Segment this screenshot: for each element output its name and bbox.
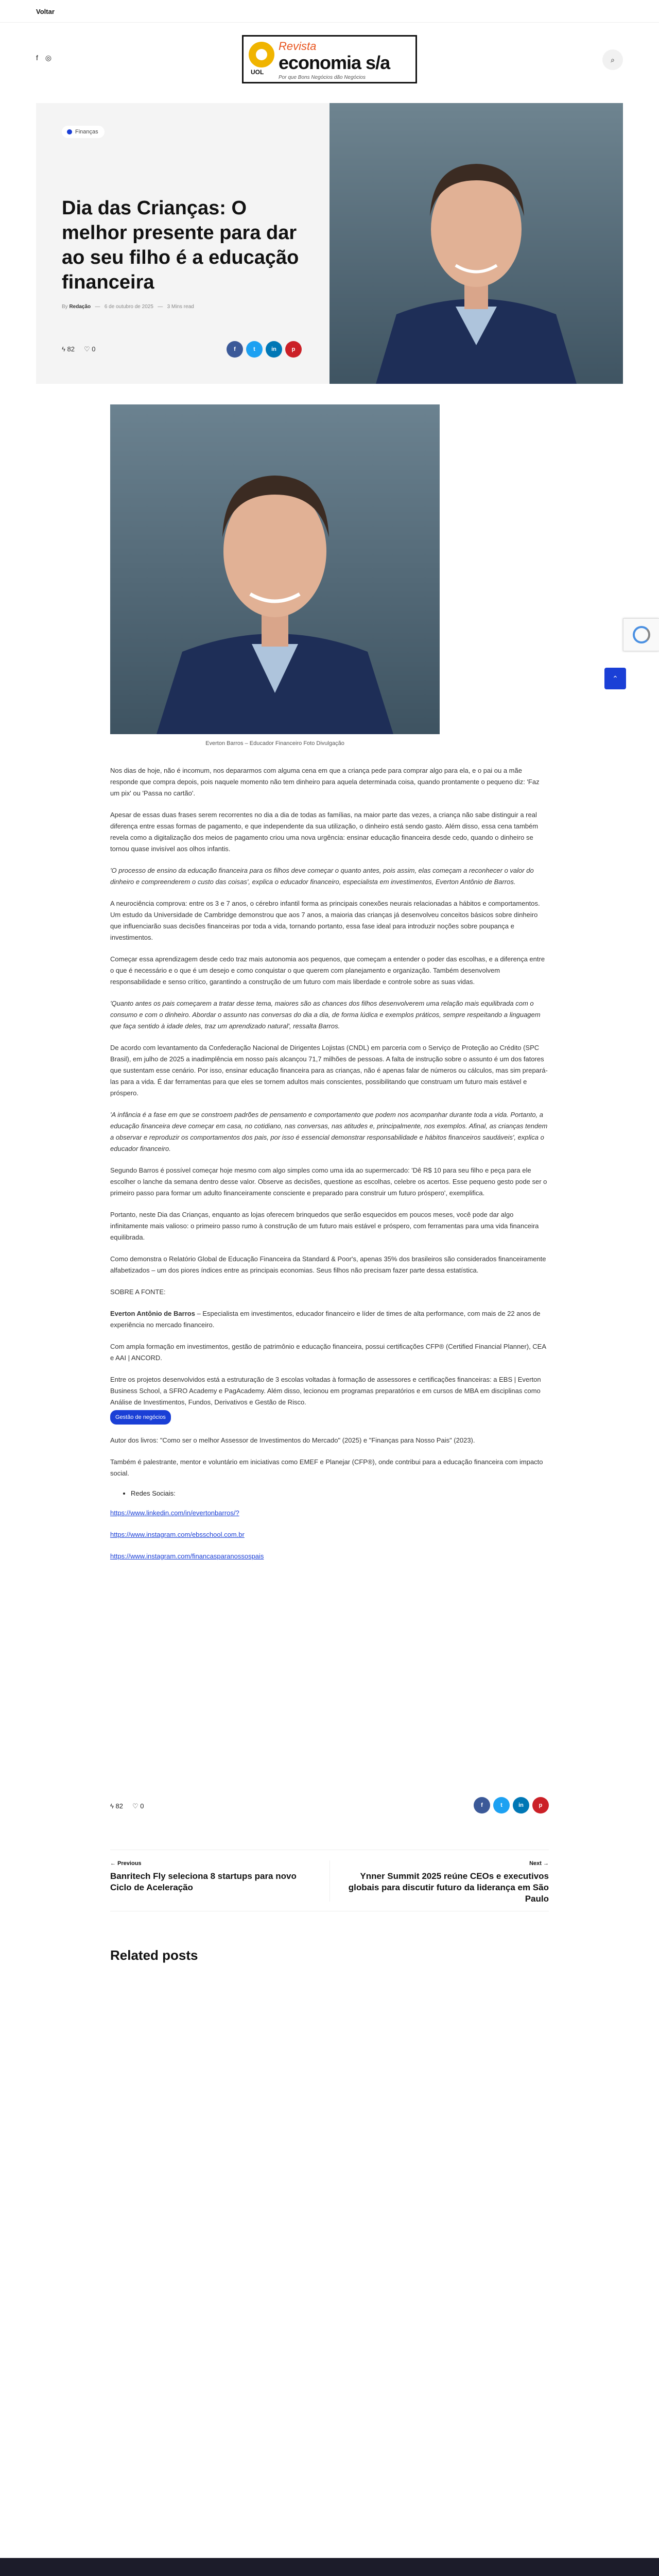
next-label: Next	[529, 1860, 542, 1867]
bio-paragraph: Com ampla formação em investimentos, gestão de patrimônio e educação financeira, possui certificações CFP® (Certified Financial Planner), CEA e AAI | ANCORD.	[110, 1343, 546, 1362]
bio-paragraph: Autor dos livros: "Como ser o melhor Assessor de Investimentos do Mercado" (2025) e "Finanças para Nosso Pais" (2023).	[110, 1436, 475, 1444]
paragraph: Apesar de essas duas frases serem recorrentes no dia a dia de todas as famílias, na maior parte das vezes, a criança não sabe distinguir a real diferença entre essas formas de pagamento, e que independente da sua utilização, o dinheiro está sendo gasto. Além disso, essa cena também revela como a digitalização dos meios de pagamento criou uma nova urgência: ensinar educação financeira desde cedo, quando o dinheiro se tornou quase invisível aos olhos infantis.	[110, 811, 539, 853]
quote-paragraph: 'O processo de ensino da educação financeira para os filhos deve começar o quanto antes, pois assim, elas começam a reconhecer o valor do dinheiro e compreenderem o custo das coisas', explica o educador financeiro, especialista em investimentos, Everton Antônio de Barros.	[110, 867, 534, 886]
instagram-link-financas[interactable]: https://www.instagram.com/financasparanossospais	[110, 1552, 264, 1560]
tag-gestao-negocios[interactable]: Gestão de negócios	[110, 1410, 171, 1425]
previous-title[interactable]: Banritech Fly seleciona 8 startups para novo Ciclo de Aceleração	[110, 1871, 297, 1892]
source-description: – Especialista em investimentos, educador financeiro e líder de times de alta performance, com mais de 22 anos de experiência no mercado financeiro.	[110, 1310, 541, 1329]
views-count: ϟ 82	[62, 345, 75, 353]
back-link[interactable]: Voltar	[36, 8, 55, 15]
next-post[interactable]	[333, 1860, 549, 1905]
share-twitter-button[interactable]: t	[493, 1797, 510, 1814]
site-header	[0, 23, 659, 95]
likes-count[interactable]: ♡ 0	[132, 1802, 144, 1810]
search-button[interactable]	[602, 49, 623, 70]
chevron-up-icon: ⌃	[612, 674, 618, 683]
heart-icon: ♡	[132, 1802, 138, 1810]
heart-icon: ♡	[83, 345, 90, 353]
source-paragraph	[110, 1308, 549, 1331]
top-bar	[0, 0, 659, 23]
recaptcha-badge[interactable]	[623, 618, 659, 651]
article-meta: By Redação — 6 de outubro de 2025 — 3 Mins read	[62, 304, 194, 310]
hero-image	[330, 103, 623, 384]
article-footer-bar	[110, 1797, 549, 1818]
article-title: Dia das Crianças: O melhor presente para dar ao seu filho é a educação financeira	[62, 197, 299, 293]
publish-date: 6 de outubro de 2025	[104, 304, 153, 310]
site-logo[interactable]	[242, 35, 417, 83]
read-time: 3 Mins read	[167, 304, 194, 310]
category-dot	[67, 129, 72, 134]
image-caption: Everton Barros – Educador Financeiro Foto Divulgação	[205, 740, 344, 747]
source-name: Everton Antônio de Barros	[110, 1310, 195, 1317]
logo-tagline: Por que Bons Negócios dão Negócios	[279, 75, 366, 80]
previous-label: Previous	[117, 1860, 142, 1867]
paragraph: De acordo com levantamento da Confederação Nacional de Dirigentes Lojistas (CNDL) em parceria com o Serviço de Proteção ao Crédito (SPC Brasil), em julho de 2025 a inadimplência em nosso país alcançou 71,7 milhões de pessoas. A falta de instrução sobre o assunto é um dos fatores que sustentam esse cenário. Por isso, ensinar educação financeira para as crianças, não é apenas falar de números ou cálculos, mas sim prepará-las para a vida. É dar ferramentas para que eles se tornem adultos mais conscientes, possibilitando que construam um futuro mais estável e próspero.	[110, 1044, 548, 1097]
logo-revista: Revista	[279, 40, 317, 53]
author-name[interactable]: Redação	[69, 304, 91, 310]
instagram-link-ebs[interactable]: https://www.instagram.com/ebsschool.com.br	[110, 1531, 245, 1538]
bio-paragraph: Também é palestrante, mentor e voluntário em iniciativas como EMEF e Planejar (CFP®), onde contribui para a educação financeira com impacto social.	[110, 1458, 543, 1477]
quote-paragraph: 'A infância é a fase em que se constroem padrões de pensamento e comportamento que podem nos acompanhar durante toda a vida. Portanto, a educação financeira deve começar em casa, no cotidiano, nas conversas, nas atitudes e, principalmente, nos exemplos. Afinal, as crianças tendem a observar e reproduzir os comportamentos dos pais, por isso é essencial demonstrar responsabilidade e hábitos financeiros saudáveis', explica o educador financeiro.	[110, 1111, 548, 1153]
linkedin-link[interactable]: https://www.linkedin.com/in/evertonbarros/?	[110, 1509, 239, 1517]
share-pinterest-button[interactable]: p	[285, 341, 302, 358]
paragraph: Portanto, neste Dia das Crianças, enquanto as lojas oferecem brinquedos que serão esquecidos em poucos meses, você pode dar algo infinitamente mais valioso: o primeiro passo rumo à construção de um futuro mais estável e próspero, com ferramentas para uma vida financeira equilibrada.	[110, 1211, 539, 1241]
arrow-right-icon: →	[543, 1860, 549, 1867]
search-icon: ⌕	[611, 55, 615, 64]
article-hero	[36, 103, 623, 384]
paragraph: Como demonstra o Relatório Global de Educação Financeira da Standard & Poor's, apenas 35% dos brasileiros são considerados financeiramente alfabetizados – um dos piores índices entre as principais economias. Seus filhos não precisam fazer parte dessa estatística.	[110, 1255, 546, 1274]
share-linkedin-button[interactable]: in	[266, 341, 282, 358]
facebook-icon[interactable]: f	[36, 54, 38, 62]
likes-count[interactable]: ♡ 0	[83, 345, 96, 353]
header-social	[36, 54, 51, 62]
share-twitter-button[interactable]: t	[246, 341, 263, 358]
share-facebook-button[interactable]: f	[227, 341, 243, 358]
category-label: Finanças	[75, 129, 98, 135]
paragraph: Nos dias de hoje, não é incomum, nos depararmos com alguma cena em que a criança pede para comprar algo para ela, e o pai ou a mãe responde que compra depois, pois naquele momento não tem dinheiro para aquela determinada coisa, quando prontamente o pequeno diz: 'Faz um pix' ou 'Passa no cartão'.	[110, 767, 540, 797]
share-linkedin-button[interactable]: in	[513, 1797, 529, 1814]
logo-economia: economia s/a	[279, 52, 390, 73]
share-pinterest-button[interactable]: p	[532, 1797, 549, 1814]
logo-emblem	[249, 42, 274, 67]
paragraph: Segundo Barros é possível começar hoje mesmo com algo simples como uma ida ao supermercado: 'Dê R$ 10 para seu filho e peça para ele escolher o lanche da semana dentro desse valor. Observe as decisões, questione as escolhas, celebre os acertos. Esse pequeno gesto pode ser o primeiro passo para formar um adulto financeiramente consciente e preparado para construir um futuro próspero', exemplifica.	[110, 1166, 547, 1197]
source-heading: SOBRE A FONTE:	[110, 1288, 166, 1296]
article-image	[110, 404, 440, 734]
paragraph: Começar essa aprendizagem desde cedo traz mais autonomia aos pequenos, que começam a entender o poder das escolhas, e a diferença entre o que é necessário e o que é um desejo e como conquistar o que querem com planejamento e organização. Também desenvolvem responsabilidade e senso crítico, garantindo a construção de um futuro com mais liberdade e controle sobre as suas vidas.	[110, 955, 545, 986]
hero-stats	[62, 345, 96, 353]
related-posts-heading: Related posts	[110, 1947, 198, 1963]
social-list	[131, 1489, 549, 1497]
article-body	[110, 404, 549, 1572]
scroll-to-top-button[interactable]	[604, 668, 626, 689]
author-prefix: By	[62, 304, 68, 310]
logo-uol: UOL	[251, 69, 264, 76]
previous-post[interactable]	[110, 1860, 316, 1893]
post-navigation	[110, 1850, 549, 1911]
share-buttons-bottom	[474, 1797, 549, 1814]
views-icon: ϟ	[110, 1802, 114, 1810]
next-title[interactable]: Ynner Summit 2025 reúne CEOs e executivos globais para discutir futuro da liderança em São Paulo	[348, 1871, 549, 1904]
social-heading: • Redes Sociais:	[131, 1489, 549, 1497]
share-facebook-button[interactable]: f	[474, 1797, 490, 1814]
instagram-icon[interactable]: ◎	[45, 54, 52, 62]
arrow-left-icon: ←	[110, 1860, 116, 1867]
share-buttons	[227, 341, 302, 358]
views-icon: ϟ	[62, 345, 65, 353]
category-badge[interactable]	[62, 126, 105, 138]
site-footer	[0, 2558, 659, 2576]
paragraph: A neurociência comprova: entre os 3 e 7 anos, o cérebro infantil forma as principais conexões neurais relacionadas a hábitos e comportamentos. Um estudo da Universidade de Cambridge demonstrou que aos 7 anos, a maioria das crianças já desenvolveu conceitos básicos sobre dinheiro que influenciarão suas decisões financeiras por toda a vida, tornando portanto, essa fase ideal para introduzir noções sobre poupança e investimentos.	[110, 900, 540, 941]
views-count: ϟ 82	[110, 1802, 123, 1810]
recaptcha-icon	[633, 626, 650, 643]
quote-paragraph: 'Quanto antes os pais começarem a tratar desse tema, maiores são as chances dos filhos desenvolverem uma relação mais equilibrada com o consumo e com o dinheiro. Abordar o assunto nas conversas do dia a dia, de forma lúdica e exemplos práticos, sempre respeitando a linguagem que faça sentido à idade deles, traz um aprendizado natural', ressalta Barros.	[110, 999, 541, 1030]
footer-stats	[110, 1802, 144, 1810]
bio-paragraph: Entre os projetos desenvolvidos está a estruturação de 3 escolas voltadas à formação de assessores e certificações financeiras: a EBS | Everton Business School, a SFRO Academy e PagAcademy. Além disso, lecionou em programas preparatórios e em cursos de MBA em disciplinas como Análise de Investimentos, Fundos, Derivativos e Gestão de Risco. Gestão de negócios	[110, 1374, 549, 1425]
